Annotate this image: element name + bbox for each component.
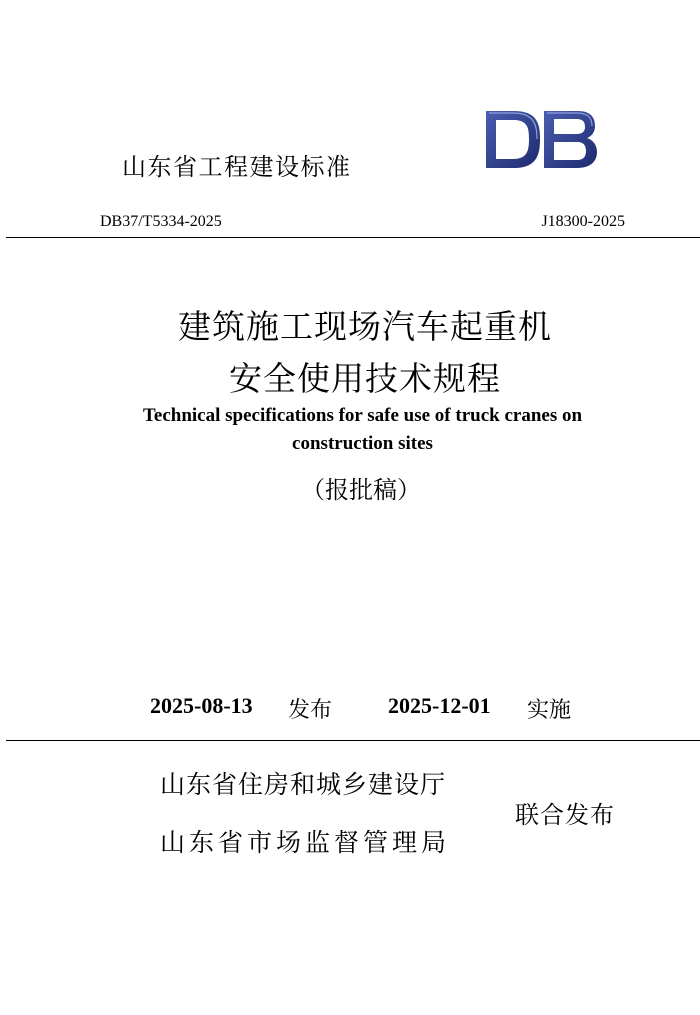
bottom-divider (6, 740, 700, 741)
logo-b-shape (544, 111, 597, 168)
title-en-line-2: construction sites (292, 433, 433, 454)
joint-release-label: 联合发布 (515, 801, 615, 829)
issuer-housing-dept: 山东省住房和城乡建设厅 (160, 770, 447, 799)
standard-number: DB37/T5334-2025 (100, 213, 222, 230)
record-number: J18300-2025 (541, 213, 625, 230)
title-cn-line-1: 建筑施工现场汽车起重机 (178, 307, 552, 346)
issuer-market-regulation: 山东省市场监督管理局 (160, 828, 451, 857)
draft-status: （报批稿） (301, 476, 421, 504)
publish-date: 2025-08-13 (150, 693, 253, 718)
title-cn-line-2: 安全使用技术规程 (229, 359, 501, 398)
implement-label: 实施 (527, 698, 572, 723)
title-en-line-1: Technical specifications for safe use of truck cranes on (142, 405, 583, 426)
standard-type-heading: 山东省工程建设标准 (122, 153, 352, 181)
db-logo (480, 107, 600, 172)
top-divider (6, 237, 700, 238)
implement-date: 2025-12-01 (388, 693, 491, 718)
publish-label: 发布 (288, 698, 333, 723)
